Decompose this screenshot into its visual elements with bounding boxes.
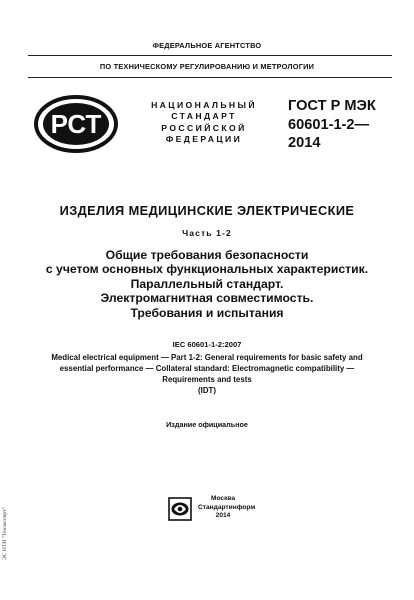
- iec-reference: IEC 60601-1-2:2007: [172, 340, 242, 349]
- national-standard-block: [136, 100, 272, 146]
- agency-line-1: ФЕДЕРАЛЬНОЕ АГЕНТСТВО: [152, 41, 262, 50]
- side-watermark-note: ЭС НТИ "Техэксперт": [2, 507, 8, 560]
- publisher-line: 2014: [215, 512, 231, 520]
- national-standard-line: СТАНДАРТ: [171, 111, 237, 122]
- english-title-line: Requirements and tests: [162, 375, 252, 384]
- publisher-block: [198, 495, 256, 521]
- document-title: ИЗДЕЛИЯ МЕДИЦИНСКИЕ ЭЛЕКТРИЧЕСКИЕ: [59, 203, 355, 218]
- english-title-line: Medical electrical equipment — Part 1-2: General requirements for basic safety and: [51, 353, 363, 362]
- document-subtitle: [30, 248, 384, 320]
- subtitle-line: Требования и испытания: [130, 305, 284, 320]
- subtitle-line: Электромагнитная совместимость.: [100, 291, 314, 306]
- publisher-line: Москва: [210, 495, 236, 502]
- divider-top: [28, 55, 392, 56]
- english-title-line: (IDT): [198, 386, 216, 395]
- part-number: Часть 1-2: [182, 228, 232, 238]
- national-standard-line: РОССИЙСКОЙ: [161, 122, 247, 133]
- divider-bottom: [28, 77, 392, 78]
- national-standard-line: ФЕДЕРАЦИИ: [165, 134, 243, 145]
- seal-text: РСТ: [50, 109, 102, 139]
- national-standard-line: НАЦИОНАЛЬНЫЙ: [151, 100, 257, 110]
- subtitle-line: Общие требования безопасности: [105, 248, 309, 262]
- standard-designation: [288, 97, 398, 153]
- gost-r-seal-icon: [34, 95, 118, 153]
- standartinform-logo-icon: [168, 497, 192, 521]
- agency-line-2: ПО ТЕХНИЧЕСКОМУ РЕГУЛИРОВАНИЮ И МЕТРОЛОГИИ: [99, 62, 315, 71]
- designation-line: 2014: [288, 135, 321, 151]
- edition-label: Издание официальное: [166, 420, 248, 429]
- subtitle-line: с учетом основных функциональных характеристик.: [45, 262, 369, 277]
- designation-line: 60601-1-2—: [288, 116, 370, 133]
- subtitle-line: Параллельный стандарт.: [130, 276, 284, 291]
- english-title: [36, 352, 378, 396]
- publisher-line: Стандартинформ: [198, 503, 256, 511]
- designation-line: ГОСТ Р МЭК: [288, 98, 376, 114]
- english-title-line: essential performance — Collateral standard: Electromagnetic compatibility —: [59, 364, 355, 373]
